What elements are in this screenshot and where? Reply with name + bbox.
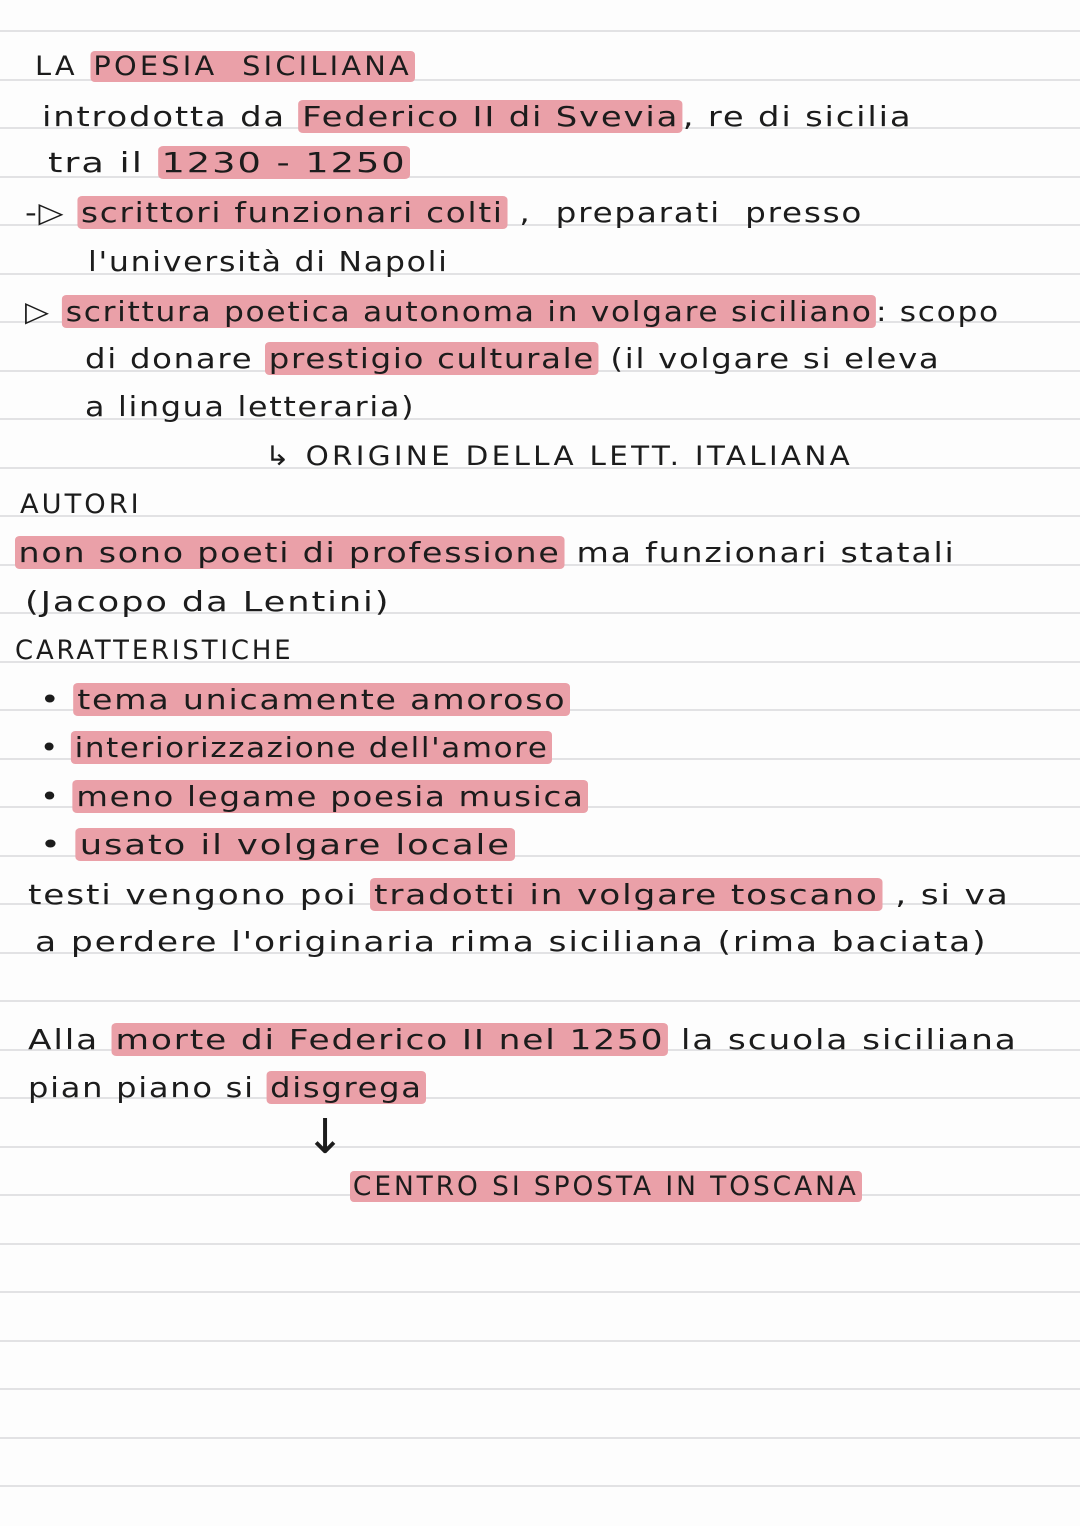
note-line: [85, 390, 415, 424]
note-text: •: [40, 828, 76, 861]
note-line: [28, 1071, 426, 1105]
note-text: pian piano si: [28, 1071, 267, 1104]
highlighted-text: POESIA SICILIANA: [90, 51, 415, 82]
highlighted-text: disgrega: [267, 1071, 426, 1104]
note-text: a perdere l'originaria rima siciliana (rima baciata): [35, 925, 988, 958]
highlighted-text: scrittori funzionari colti: [78, 196, 508, 229]
note-text: •: [40, 683, 74, 716]
note-line: [265, 440, 853, 474]
ruled-line: [0, 1388, 1080, 1390]
ruled-line: [0, 1000, 1080, 1002]
ruled-line: [0, 515, 1080, 517]
note-text: , preparati presso: [507, 196, 864, 229]
highlighted-text: 1230 - 1250: [158, 146, 411, 179]
note-text: CARATTERISTICHE: [15, 635, 294, 666]
note-text: ↳ ORIGINE DELLA LETT. ITALIANA: [265, 441, 854, 472]
note-text: (il volgare si eleva: [598, 342, 941, 375]
note-line: [48, 146, 411, 180]
highlighted-text: prestigio culturale: [265, 342, 598, 375]
note-text: LA: [35, 51, 91, 82]
note-text: di donare: [85, 342, 266, 375]
note-text: l'università di Napoli: [88, 245, 449, 278]
highlighted-text: usato il volgare locale: [76, 828, 515, 861]
note-line: [85, 342, 940, 376]
note-line: [28, 1023, 1018, 1057]
highlighted-text: tradotti in volgare toscano: [370, 878, 882, 911]
note-line: [40, 780, 588, 814]
note-text: Alla: [28, 1023, 112, 1056]
highlighted-text: morte di Federico II nel 1250: [112, 1023, 668, 1056]
note-text: a lingua letteraria): [85, 390, 416, 423]
note-line: [20, 488, 142, 522]
note-line: [42, 100, 912, 134]
highlighted-text: tema unicamente amoroso: [74, 683, 570, 716]
highlighted-text: scrittura poetica autonoma in volgare siciliano: [62, 295, 876, 328]
note-line: [350, 1170, 862, 1204]
note-text: AUTORI: [20, 489, 142, 520]
note-text: tra il: [48, 146, 158, 179]
note-line: [25, 585, 390, 619]
highlighted-text: Federico II di Svevia: [299, 100, 683, 133]
ruled-line: [0, 1291, 1080, 1293]
note-text: (Jacopo da Lentini): [25, 585, 391, 618]
ruled-line: [0, 1437, 1080, 1439]
ruled-line: [0, 1243, 1080, 1245]
highlighted-text: interiorizzazione dell'amore: [71, 731, 551, 764]
note-text: , si va: [882, 878, 1010, 911]
note-text: •: [40, 731, 72, 764]
note-line: [40, 731, 552, 765]
note-line: [25, 196, 863, 230]
note-line: [305, 1109, 347, 1165]
note-text: testi vengono poi: [28, 878, 371, 911]
note-text: •: [40, 780, 73, 813]
note-line: [35, 925, 987, 959]
highlighted-text: CENTRO SI SPOSTA IN TOSCANA: [350, 1171, 862, 1202]
highlighted-text: meno legame poesia musica: [73, 780, 588, 813]
ruled-line: [0, 30, 1080, 32]
note-line: [25, 295, 1000, 329]
note-line: [28, 878, 1010, 912]
note-text: , re di sicilia: [682, 100, 913, 133]
note-line: [35, 50, 415, 84]
note-text: : scopo: [875, 295, 1000, 328]
note-line: [88, 245, 449, 279]
note-text: -▷: [25, 196, 78, 229]
ruled-line: [0, 1146, 1080, 1148]
note-text: introdotta da: [42, 100, 299, 133]
note-line: [40, 683, 570, 717]
ruled-line: [0, 1340, 1080, 1342]
note-text: ma funzionari statali: [564, 536, 956, 569]
note-line: [15, 634, 293, 668]
note-text: la scuola siciliana: [668, 1023, 1018, 1056]
note-line: [15, 536, 956, 570]
note-line: [40, 828, 515, 862]
note-text: ↓: [305, 1109, 347, 1165]
note-text: ▷: [25, 295, 63, 328]
ruled-line: [0, 1485, 1080, 1487]
highlighted-text: non sono poeti di professione: [15, 536, 564, 569]
